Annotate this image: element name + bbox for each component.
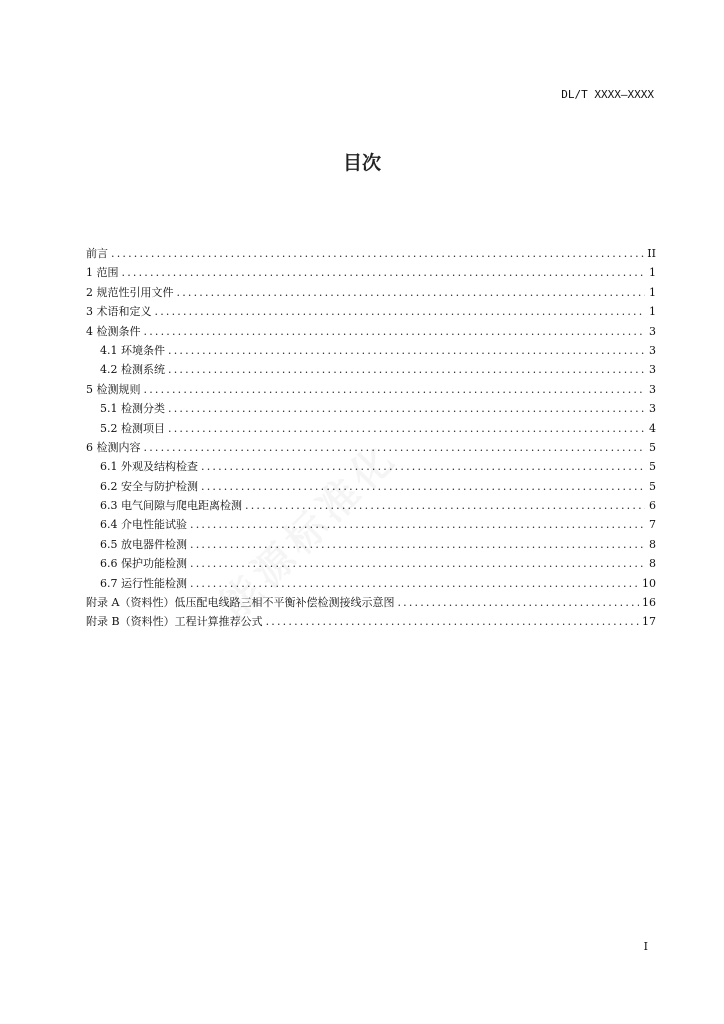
- toc-entry-label: 1 范围: [86, 266, 119, 280]
- document-code: DL/T XXXX—XXXX: [561, 88, 654, 101]
- toc-leader-dots: [144, 380, 646, 399]
- toc-entry-page: 3: [649, 324, 656, 338]
- toc-entry-label: 4 检测条件: [86, 324, 141, 338]
- toc-entry[interactable]: [86, 380, 656, 399]
- page-title: 目次: [342, 152, 381, 174]
- toc-entry-page: 10: [642, 576, 656, 590]
- toc-entry-label: 6.6 保护功能检测: [100, 557, 187, 571]
- toc-leader-dots: [201, 477, 645, 496]
- toc-leader-dots: [245, 496, 645, 515]
- toc-entry-label: 附录 A（资料性）低压配电线路三相不平衡补偿检测接线示意图: [86, 596, 395, 610]
- toc-entry-page: 8: [649, 537, 656, 551]
- toc-entry-page: 1: [649, 266, 656, 280]
- toc-entry-page: 3: [649, 343, 656, 357]
- toc-leader-dots: [111, 244, 644, 263]
- toc-entry[interactable]: [86, 477, 656, 496]
- toc-leader-dots: [144, 438, 646, 457]
- toc-entry[interactable]: [86, 535, 656, 554]
- toc-entry[interactable]: [86, 438, 656, 457]
- toc-entry-page: 8: [649, 557, 656, 571]
- toc-entry-label: 5 检测规则: [86, 382, 141, 396]
- toc-entry-label: 6.7 运行性能检测: [100, 576, 187, 590]
- toc-entry-page: II: [647, 247, 656, 260]
- toc-entry-page: 5: [649, 440, 656, 454]
- toc-entry-label: 6.3 电气间隙与爬电距离检测: [100, 499, 242, 513]
- toc-entry-label: 2 规范性引用文件: [86, 285, 174, 299]
- toc-entry[interactable]: [86, 283, 656, 302]
- toc-entry-label: 5.1 检测分类: [100, 402, 165, 416]
- toc-leader-dots: [144, 322, 646, 341]
- toc-leader-dots: [397, 593, 639, 612]
- toc-entry[interactable]: [86, 302, 656, 321]
- toc-entry-page: 3: [649, 382, 656, 396]
- toc-entry[interactable]: [86, 399, 656, 418]
- toc-entry[interactable]: [86, 419, 656, 438]
- toc-entry-label: 前言: [86, 247, 108, 260]
- page-number: I: [643, 940, 648, 953]
- toc-leader-dots: [190, 515, 645, 534]
- toc-entry[interactable]: [86, 593, 656, 612]
- toc-entry-page: 1: [649, 285, 656, 299]
- toc-entry-page: 4: [649, 421, 656, 435]
- toc-entry-page: 5: [649, 479, 656, 493]
- toc-leader-dots: [168, 419, 645, 438]
- toc-entry[interactable]: [86, 322, 656, 341]
- toc-entry-page: 3: [649, 402, 656, 416]
- toc-leader-dots: [266, 612, 639, 631]
- toc-leader-dots: [168, 399, 645, 418]
- toc-entry-page: 1: [649, 305, 656, 319]
- toc-entry[interactable]: [86, 574, 656, 593]
- toc-leader-dots: [190, 554, 645, 573]
- toc-entry[interactable]: [86, 360, 656, 379]
- toc-leader-dots: [168, 341, 645, 360]
- toc-entry-label: 6.1 外观及结构检查: [100, 460, 198, 474]
- toc-entry[interactable]: [86, 554, 656, 573]
- toc-leader-dots: [155, 302, 646, 321]
- toc-entry[interactable]: [86, 457, 656, 476]
- toc-entry-label: 6 检测内容: [86, 440, 141, 454]
- toc-entry-page: 7: [649, 518, 656, 532]
- toc-entry[interactable]: [86, 496, 656, 515]
- toc-entry-label: 5.2 检测项目: [100, 421, 165, 435]
- toc-entry-label: 6.5 放电器件检测: [100, 537, 187, 551]
- toc-entry-page: 17: [642, 615, 656, 629]
- toc-entry[interactable]: [86, 612, 656, 631]
- toc-entry-label: 6.4 介电性能试验: [100, 518, 187, 532]
- toc-entry[interactable]: [86, 263, 656, 282]
- toc-entry-label: 4.1 环境条件: [100, 343, 165, 357]
- toc-leader-dots: [190, 574, 639, 593]
- toc-leader-dots: [177, 283, 646, 302]
- toc-entry-label: 6.2 安全与防护检测: [100, 479, 198, 493]
- toc-entry-label: 4.2 检测系统: [100, 363, 165, 377]
- toc-entry-page: 6: [649, 499, 656, 513]
- toc-leader-dots: [201, 457, 645, 476]
- toc-entry-page: 16: [642, 596, 656, 610]
- toc-leader-dots: [168, 360, 645, 379]
- toc-entry[interactable]: [86, 244, 656, 263]
- toc-entry[interactable]: [86, 515, 656, 534]
- table-of-contents: [86, 244, 656, 632]
- toc-entry[interactable]: [86, 341, 656, 360]
- toc-entry-label: 3 术语和定义: [86, 305, 152, 319]
- toc-entry-page: 5: [649, 460, 656, 474]
- toc-leader-dots: [122, 263, 646, 282]
- toc-entry-label: 附录 B（资料性）工程计算推荐公式: [86, 615, 263, 629]
- toc-leader-dots: [190, 535, 645, 554]
- toc-entry-page: 3: [649, 363, 656, 377]
